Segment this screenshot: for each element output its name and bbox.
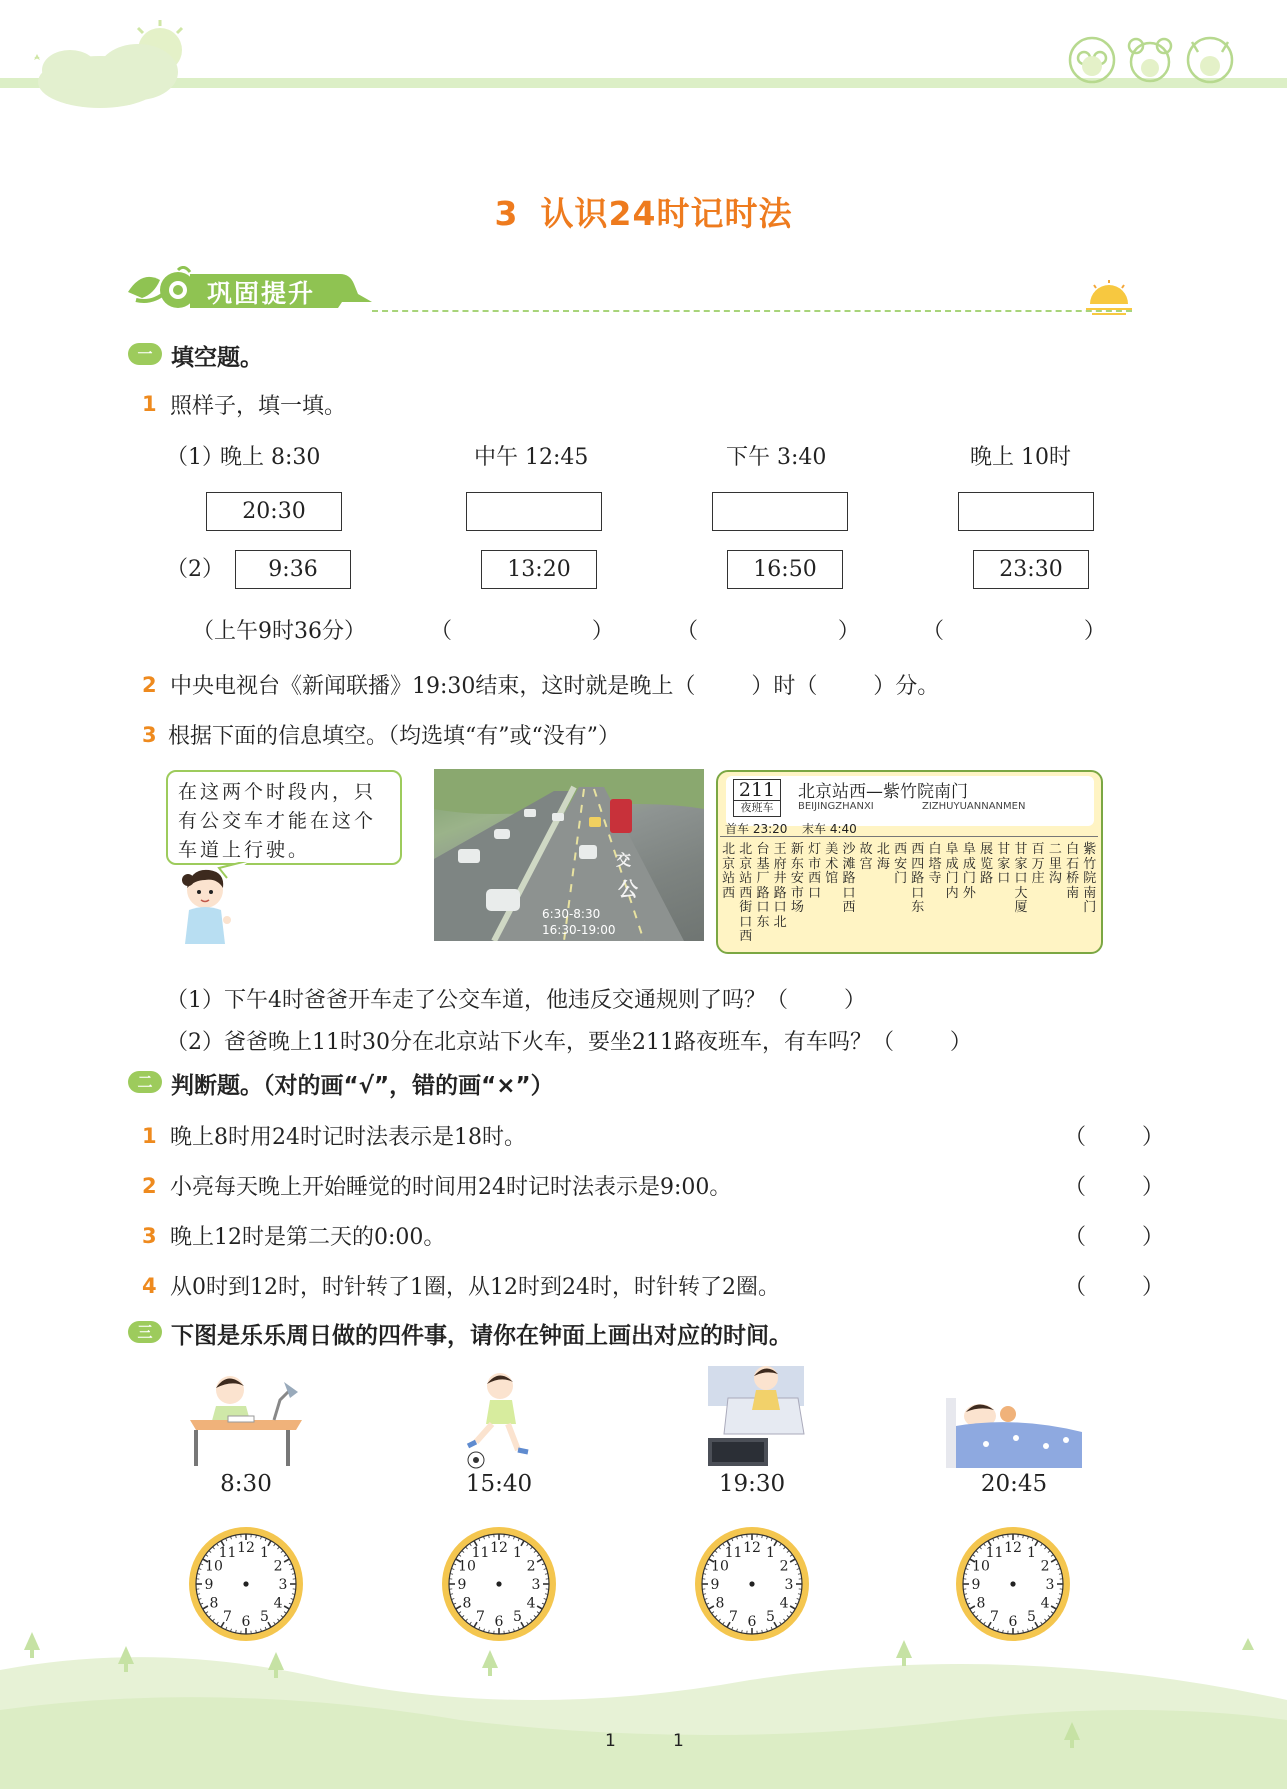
- station-char: 沟: [1048, 871, 1062, 886]
- clock-center-dot: [749, 1581, 754, 1586]
- station-name: [840, 843, 857, 916]
- speech-bubble: [166, 770, 402, 865]
- question-number: 3: [142, 723, 157, 747]
- clock-number: 5: [766, 1609, 775, 1626]
- station-char: 北: [773, 914, 787, 930]
- clock-number: 6: [494, 1614, 504, 1630]
- station-char: 术: [825, 856, 839, 872]
- station-name: [909, 843, 926, 916]
- clock-number: 6: [747, 1614, 757, 1630]
- station-name: [1064, 843, 1081, 901]
- time-phrase: 晚上 10时: [970, 445, 1071, 470]
- answer-box-example: 20:30: [206, 492, 342, 531]
- clock-number: 4: [779, 1595, 789, 1612]
- row-label: （1）: [166, 445, 224, 470]
- judge-answer-blank[interactable]: （ ）: [1064, 1225, 1164, 1250]
- station-name: [926, 843, 943, 887]
- clock-center-dot: [243, 1581, 248, 1586]
- station-char: 安: [894, 856, 908, 872]
- station-char: 基: [756, 856, 770, 872]
- judge-answer-blank[interactable]: （ ）: [1064, 1175, 1164, 1200]
- clock-number: 5: [260, 1609, 269, 1626]
- clock-number: 3: [1045, 1577, 1055, 1593]
- clock-number: 1: [513, 1544, 522, 1561]
- station-char: 口: [1014, 871, 1028, 886]
- clock-number: 7: [223, 1609, 232, 1626]
- blank-clock-face[interactable]: [440, 1525, 558, 1643]
- station-list: [720, 843, 1100, 948]
- sleeping-illustration: [946, 1394, 1082, 1468]
- station-char: 口: [756, 900, 770, 915]
- road-marking-gong: 公: [618, 877, 638, 901]
- clock-number: 4: [526, 1595, 536, 1612]
- station-name: [944, 843, 961, 901]
- station-char: 成: [945, 856, 959, 872]
- station-char: 口: [842, 885, 856, 901]
- question-text: 照样子，填一填。: [170, 394, 347, 419]
- station-char: 西: [722, 885, 736, 901]
- station-char: 阜: [945, 842, 959, 857]
- station-char: 东: [790, 856, 804, 872]
- station-name: [754, 843, 771, 930]
- station-char: 美: [825, 842, 839, 857]
- station-name: [892, 843, 909, 887]
- question-number: 2: [142, 1174, 157, 1198]
- bus-lane-photo: [434, 769, 704, 941]
- clock-number: 3: [278, 1577, 288, 1593]
- time-phrase: 下午 3:40: [726, 445, 827, 470]
- station-char: 阜: [962, 842, 976, 857]
- station-name: [1012, 843, 1029, 916]
- clock-number: 3: [531, 1577, 541, 1593]
- lesson-number: 3: [494, 194, 519, 233]
- clock-number: 5: [513, 1609, 522, 1626]
- clock-center-dot: [496, 1581, 501, 1586]
- station-char: 宫: [859, 856, 873, 872]
- cloud-sun-decoration: [20, 20, 190, 110]
- judge-statement: 晚上8时用24时记时法表示是18时。: [170, 1125, 526, 1150]
- banner-dashed-line: [372, 310, 1132, 312]
- station-char: 览: [980, 856, 994, 872]
- clock-number: 9: [971, 1577, 981, 1593]
- bubble-line: 有公交车才能在这个: [178, 810, 377, 832]
- clock-number: 6: [241, 1614, 251, 1630]
- station-char: 西: [911, 842, 925, 857]
- station-char: 成: [962, 856, 976, 872]
- station-char: 站: [739, 871, 753, 886]
- clock-number: 5: [1027, 1609, 1036, 1626]
- clock-number: 1: [1027, 1544, 1036, 1561]
- station-char: 门: [945, 871, 959, 886]
- station-char: 寺: [928, 871, 942, 886]
- clock-number: 10: [972, 1558, 990, 1575]
- station-name: [806, 843, 823, 901]
- question-number: 1: [142, 1124, 157, 1148]
- activity-time: 20:45: [980, 1471, 1048, 1497]
- answer-blank[interactable]: （ ）: [430, 619, 614, 644]
- station-char: 大: [1014, 885, 1028, 901]
- clock-number: 8: [976, 1595, 986, 1612]
- station-char: 东: [911, 900, 925, 915]
- clock-number: 7: [990, 1609, 999, 1626]
- question-number: 4: [142, 1274, 157, 1298]
- station-char: 口: [997, 871, 1011, 886]
- clock-number: 10: [711, 1558, 729, 1575]
- station-char: 口: [739, 914, 753, 930]
- station-char: 塔: [928, 856, 942, 872]
- activity-time: 8:30: [220, 1471, 272, 1497]
- station-char: 厦: [1014, 900, 1028, 915]
- station-char: 市: [808, 856, 822, 872]
- station-char: 路: [911, 871, 925, 886]
- route-type: 夜班车: [734, 800, 780, 815]
- station-char: 路: [773, 885, 787, 901]
- answer-blank[interactable]: （ ）: [922, 619, 1106, 644]
- answer-box[interactable]: [466, 492, 602, 531]
- activity-time: 19:30: [718, 1471, 786, 1497]
- clock-number: 12: [237, 1540, 255, 1556]
- station-char: 馆: [825, 871, 839, 886]
- station-char: 家: [1014, 856, 1028, 872]
- station-char: 京: [739, 856, 753, 872]
- station-name: [823, 843, 840, 887]
- clock-number: 10: [458, 1558, 476, 1575]
- station-char: 北: [722, 842, 736, 857]
- station-char: 街: [739, 900, 753, 915]
- section-heading-1: 填空题。: [171, 345, 263, 371]
- judge-answer-blank[interactable]: （ ）: [1064, 1125, 1164, 1150]
- clock-number: 4: [1040, 1595, 1050, 1612]
- clock-number: 12: [490, 1540, 508, 1556]
- watching-tv-illustration: [708, 1358, 816, 1470]
- station-char: 西: [808, 871, 822, 886]
- station-name: [772, 843, 789, 930]
- clock-number: 12: [1004, 1540, 1022, 1556]
- station-char: 白: [1066, 842, 1080, 857]
- station-char: 甘: [997, 842, 1011, 857]
- clock-number: 11: [471, 1544, 490, 1561]
- last-bus-time: 末车 4:40: [802, 822, 857, 836]
- lesson-title: 认识24时记时法: [540, 194, 793, 233]
- page-number-right: 1: [673, 1731, 684, 1751]
- clock-number: 9: [710, 1577, 720, 1593]
- station-char: 故: [859, 842, 873, 857]
- station-name: [858, 843, 875, 872]
- clock-number: 2: [526, 1558, 536, 1575]
- station-char: 门: [962, 871, 976, 886]
- station-name: [1047, 843, 1064, 887]
- station-char: 新: [790, 842, 804, 857]
- station-char: 庄: [1031, 871, 1045, 886]
- question-text: 中央电视台《新闻联播》19:30结束，这时就是晚上（ ）时（ ）分。: [170, 674, 940, 699]
- station-char: 沙: [842, 842, 856, 857]
- blank-clock-face[interactable]: [187, 1525, 305, 1643]
- lane-time-1: 6:30-8:30: [542, 907, 601, 921]
- blank-clock-face[interactable]: [693, 1525, 811, 1643]
- station-char: 石: [1066, 856, 1080, 872]
- station-name: [995, 843, 1012, 887]
- station-char: 西: [739, 885, 753, 901]
- activity-time: 15:40: [465, 1471, 533, 1497]
- judge-statement: 从0时到12时，时针转了1圈，从12时到24时，时针转了2圈。: [170, 1275, 780, 1300]
- section-tag-3: 三: [128, 1321, 162, 1343]
- sub-question: （1）下午4时爸爸开车走了公交车道，他违反交通规则了吗？（ ）: [166, 988, 866, 1013]
- station-char: 外: [962, 885, 976, 901]
- answer-example: （上午9时36分）: [192, 619, 366, 644]
- station-char: 口: [911, 885, 925, 901]
- answer-box[interactable]: [958, 492, 1094, 531]
- station-char: 滩: [842, 856, 856, 872]
- sunset-icon: [1084, 280, 1134, 320]
- station-char: 二: [1048, 842, 1062, 857]
- clock-number: 6: [1008, 1614, 1018, 1630]
- station-char: 西: [842, 900, 856, 915]
- clock-number: 7: [476, 1609, 485, 1626]
- time-box: 9:36: [235, 550, 351, 589]
- station-name: [737, 843, 754, 945]
- station-char: 安: [790, 871, 804, 886]
- clock-number: 4: [273, 1595, 283, 1612]
- time-box: 13:20: [481, 550, 597, 589]
- row-label: （2）: [166, 557, 224, 582]
- clock-center-dot: [1010, 1581, 1015, 1586]
- clock-number: 9: [457, 1577, 467, 1593]
- station-char: 北: [876, 842, 890, 857]
- clock-number: 7: [729, 1609, 738, 1626]
- station-char: 府: [773, 856, 787, 872]
- station-char: 京: [722, 856, 736, 872]
- judge-statement: 晚上12时是第二天的0:00。: [170, 1225, 446, 1250]
- clock-number: 2: [779, 1558, 789, 1575]
- road-marking-jiao: 交: [616, 851, 632, 869]
- sign-divider: [720, 836, 1098, 837]
- clock-number: 11: [985, 1544, 1004, 1561]
- time-phrase: 中午 12:45: [474, 445, 589, 470]
- clock-number: 8: [209, 1595, 219, 1612]
- station-name: [1030, 843, 1047, 887]
- bubble-line: 车道上行驶。: [178, 839, 311, 861]
- station-name: [720, 843, 737, 901]
- section-heading-3: 下图是乐乐周日做的四件事，请你在钟面上画出对应的时间。: [171, 1323, 792, 1349]
- station-char: 路: [980, 871, 994, 886]
- page-title: [0, 188, 1287, 235]
- station-char: 北: [739, 842, 753, 857]
- clock-number: 11: [724, 1544, 743, 1561]
- time-box: 16:50: [727, 550, 843, 589]
- station-char: 东: [756, 914, 770, 930]
- station-char: 灯: [808, 842, 822, 857]
- station-char: 口: [808, 885, 822, 901]
- time-box: 23:30: [973, 550, 1089, 589]
- judge-answer-blank[interactable]: （ ）: [1064, 1275, 1164, 1300]
- judge-statement: 小亮每天晚上开始睡觉的时间用24时记时法表示是9:00。: [170, 1175, 732, 1200]
- station-char: 白: [928, 842, 942, 857]
- station-char: 南: [1083, 885, 1097, 901]
- station-char: 四: [911, 856, 925, 872]
- clock-number: 3: [784, 1577, 794, 1593]
- page-number-left: 1: [605, 1731, 616, 1751]
- clock-number: 11: [218, 1544, 237, 1561]
- answer-blank[interactable]: （ ）: [676, 619, 860, 644]
- section-tag-2: 二: [128, 1071, 162, 1093]
- station-char: 桥: [1066, 871, 1080, 886]
- route-pinyin-end: ZIZHUYUANNANMEN: [922, 801, 1026, 812]
- station-char: 市: [790, 885, 804, 901]
- answer-box[interactable]: [712, 492, 848, 531]
- station-char: 紫: [1083, 842, 1097, 857]
- clock-number: 2: [273, 1558, 283, 1575]
- section-tag-1: 一: [128, 343, 162, 365]
- time-phrase: 晚上 8:30: [220, 445, 321, 470]
- station-char: 内: [945, 885, 959, 901]
- station-char: 西: [894, 842, 908, 857]
- girl-illustration: [175, 862, 255, 952]
- station-char: 百: [1031, 842, 1045, 857]
- station-char: 甘: [1014, 842, 1028, 857]
- reading-at-desk-illustration: [186, 1368, 306, 1468]
- station-char: 场: [790, 900, 804, 915]
- station-char: 南: [1066, 885, 1080, 901]
- banner-label: 巩固提升: [207, 279, 316, 308]
- station-char: 竹: [1083, 856, 1097, 872]
- station-char: 西: [739, 929, 753, 944]
- station-char: 厂: [756, 871, 770, 886]
- station-char: 万: [1031, 856, 1045, 872]
- station-char: 路: [842, 871, 856, 886]
- station-char: 海: [876, 856, 890, 872]
- route-number: 211: [738, 779, 776, 801]
- clock-number: 12: [743, 1540, 761, 1556]
- station-name: [961, 843, 978, 901]
- clock-number: 1: [260, 1544, 269, 1561]
- station-char: 门: [1083, 900, 1097, 915]
- station-name: [875, 843, 892, 872]
- first-bus-time: 首车 23:20: [725, 822, 788, 836]
- route-number-box: [733, 779, 781, 817]
- clock-number: 1: [766, 1544, 775, 1561]
- station-char: 路: [756, 885, 770, 901]
- station-char: 院: [1083, 871, 1097, 886]
- bubble-line: 在这两个时段内，只: [178, 781, 377, 803]
- station-name: [1081, 843, 1098, 916]
- green-hills-decoration: [0, 1630, 1287, 1789]
- lane-time-2: 16:30-19:00: [542, 923, 616, 937]
- station-char: 站: [722, 871, 736, 886]
- clock-number: 8: [462, 1595, 472, 1612]
- station-name: [978, 843, 995, 887]
- question-number: 1: [142, 392, 157, 416]
- clock-number: 9: [204, 1577, 214, 1593]
- route-pinyin-start: BEIJINGZHANXI: [798, 801, 874, 812]
- station-char: 家: [997, 856, 1011, 872]
- station-name: [789, 843, 806, 916]
- station-char: 王: [773, 842, 787, 857]
- clock-number: 8: [715, 1595, 725, 1612]
- question-number: 2: [142, 673, 157, 697]
- station-char: 井: [773, 871, 787, 886]
- section-heading-2: 判断题。（对的画“√”，错的画“×”）: [171, 1073, 554, 1099]
- question-number: 3: [142, 1224, 157, 1248]
- playing-football-illustration: [446, 1368, 556, 1470]
- question-text: 根据下面的信息填空。（均选填“有”或“没有”）: [168, 724, 620, 749]
- station-char: 台: [756, 842, 770, 857]
- station-char: 口: [773, 900, 787, 915]
- route-line-name: 北京站西—紫竹院南门: [798, 782, 968, 802]
- station-char: 展: [980, 842, 994, 857]
- sub-question: （2）爸爸晚上11时30分在北京站下火车，要坐211路夜班车，有车吗？（ ）: [166, 1030, 972, 1055]
- clock-number: 2: [1040, 1558, 1050, 1575]
- station-char: 里: [1048, 856, 1062, 872]
- station-char: 门: [894, 871, 908, 886]
- clock-number: 10: [205, 1558, 223, 1575]
- blank-clock-face[interactable]: [954, 1525, 1072, 1643]
- animal-faces-decoration: [1060, 28, 1250, 86]
